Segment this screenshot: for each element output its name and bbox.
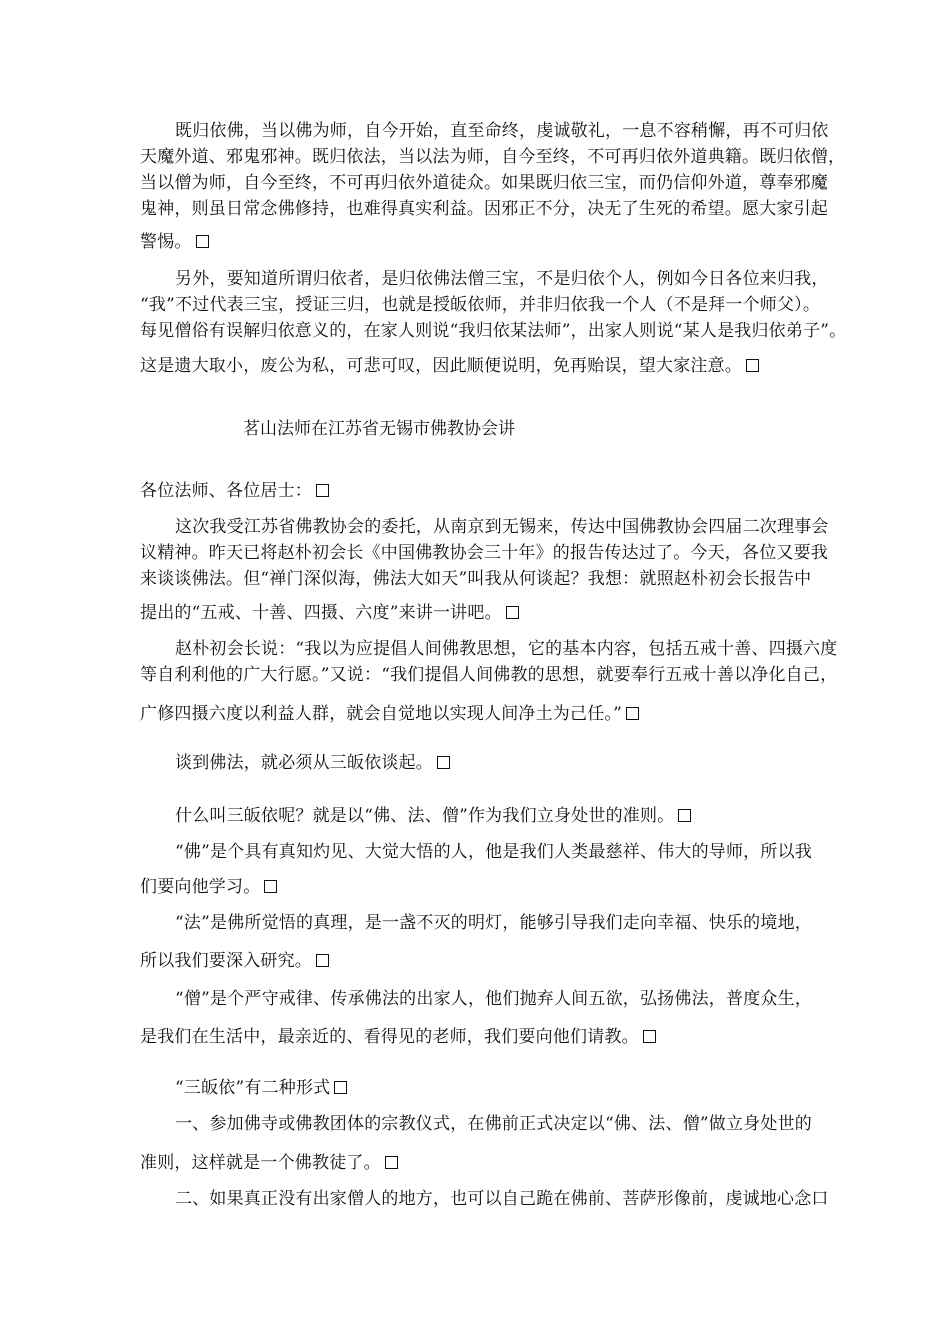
missing-glyph-box	[196, 235, 209, 248]
greeting-text: 各位法师、各位居士：	[140, 481, 312, 501]
body-text-line-end	[175, 1077, 810, 1099]
body-text: 警惕。	[140, 232, 192, 252]
body-text-line-end	[140, 950, 810, 972]
greeting-line	[140, 480, 810, 502]
body-text-line-end	[175, 752, 810, 774]
body-text-line: 赵朴初会长说：“我以为应提倡人间佛教思想，它的基本内容，包括五戒十善、四摄六度	[175, 639, 838, 659]
body-text-line: 二、如果真正没有出家僧人的地方，也可以自己跪在佛前、菩萨形像前，虔诚地心念口	[175, 1189, 829, 1209]
body-text: 广修四摄六度以利益人群，就会自觉地以实现人间净土为己任。”	[140, 704, 622, 724]
missing-glyph-box	[334, 1081, 347, 1094]
body-text-line: “佛”是个具有真知灼见、大觉大悟的人，他是我们人类最慈祥、伟大的导师，所以我	[175, 842, 812, 862]
body-text: 这是遗大取小，废公为私，可悲可叹，因此顺便说明，免再贻误，望大家注意。	[140, 356, 742, 376]
body-text-line: “我”不过代表三宝，授证三归，也就是授皈依师，并非归依我一个人（不是拜一个师父）。	[140, 295, 821, 315]
body-text-line: 议精神。昨天已将赵朴初会长《中国佛教协会三十年》的报告传达过了。今天，各位又要我	[140, 543, 828, 563]
body-text-line: 既归依佛，当以佛为师，自今开始，直至命终，虔诚敬礼，一息不容稍懈，再不可归依	[175, 121, 829, 141]
body-text: 准则，这样就是一个佛教徒了。	[140, 1153, 381, 1173]
section-title: 茗山法师在江苏省无锡市佛教协会讲	[243, 419, 515, 439]
body-text-line-end	[175, 805, 810, 827]
body-text-line-end	[140, 1152, 810, 1174]
body-text-line: “法”是佛所觉悟的真理，是一盏不灭的明灯，能够引导我们走向幸福、快乐的境地，	[175, 913, 812, 933]
missing-glyph-box	[264, 880, 277, 893]
body-text: 所以我们要深入研究。	[140, 951, 312, 971]
body-text: “三皈依”有二种形式	[175, 1078, 331, 1098]
body-text-line: 等自利利他的广大行愿。”又说：“我们提倡人间佛教的思想，就要奉行五戒十善以净化自己，	[140, 665, 838, 685]
body-text: 提出的“五戒、十善、四摄、六度”来讲一讲吧。	[140, 603, 502, 623]
body-text-line-end	[140, 231, 810, 253]
missing-glyph-box	[316, 484, 329, 497]
body-text-line-end	[140, 602, 810, 624]
body-text-line: 另外，要知道所谓归依者，是归依佛法僧三宝，不是归依个人，例如今日各位来归我，	[175, 269, 829, 289]
body-text: 们要向他学习。	[140, 877, 261, 897]
body-text: 是我们在生活中，最亲近的、看得见的老师，我们要向他们请教。	[140, 1027, 639, 1047]
body-text-line-end	[140, 355, 810, 377]
body-text-line-end	[140, 876, 810, 898]
missing-glyph-box	[643, 1030, 656, 1043]
missing-glyph-box	[506, 606, 519, 619]
missing-glyph-box	[678, 809, 691, 822]
missing-glyph-box	[316, 954, 329, 967]
body-text-line-end	[140, 703, 810, 725]
missing-glyph-box	[626, 707, 639, 720]
body-text-line: 一、参加佛寺或佛教团体的宗教仪式，在佛前正式决定以“佛、法、僧”做立身处世的	[175, 1114, 812, 1134]
missing-glyph-box	[437, 756, 450, 769]
body-text-line: 这次我受江苏省佛教协会的委托，从南京到无锡来，传达中国佛教协会四届二次理事会	[175, 517, 829, 537]
body-text-line: “僧”是个严守戒律、传承佛法的出家人，他们抛弃人间五欲，弘扬佛法，普度众生，	[175, 989, 812, 1009]
body-text-line: 来谈谈佛法。但“禅门深似海，佛法大如天”叫我从何谈起？我想：就照赵朴初会长报告中	[140, 569, 812, 589]
body-text-line: 鬼神，则虽日常念佛修持，也难得真实利益。因邪正不分，决无了生死的希望。愿大家引起	[140, 199, 828, 219]
body-text-line: 每见僧俗有误解归依意义的，在家人则说“我归依某法师”，出家人则说“某人是我归依弟子”。	[140, 321, 847, 341]
body-text: 什么叫三皈依呢？就是以“佛、法、僧”作为我们立身处世的准则。	[175, 806, 675, 826]
missing-glyph-box	[385, 1156, 398, 1169]
body-text-line-end	[140, 1026, 810, 1048]
body-text-line: 天魔外道、邪鬼邪神。既归依法，当以法为师，自今至终，不可再归依外道典籍。既归依僧，	[140, 147, 846, 167]
body-text-line: 当以僧为师，自今至终，不可再归依外道徒众。如果既归依三宝，而仍信仰外道，尊奉邪魔	[140, 173, 828, 193]
missing-glyph-box	[746, 359, 759, 372]
body-text: 谈到佛法，就必须从三皈依谈起。	[175, 753, 433, 773]
